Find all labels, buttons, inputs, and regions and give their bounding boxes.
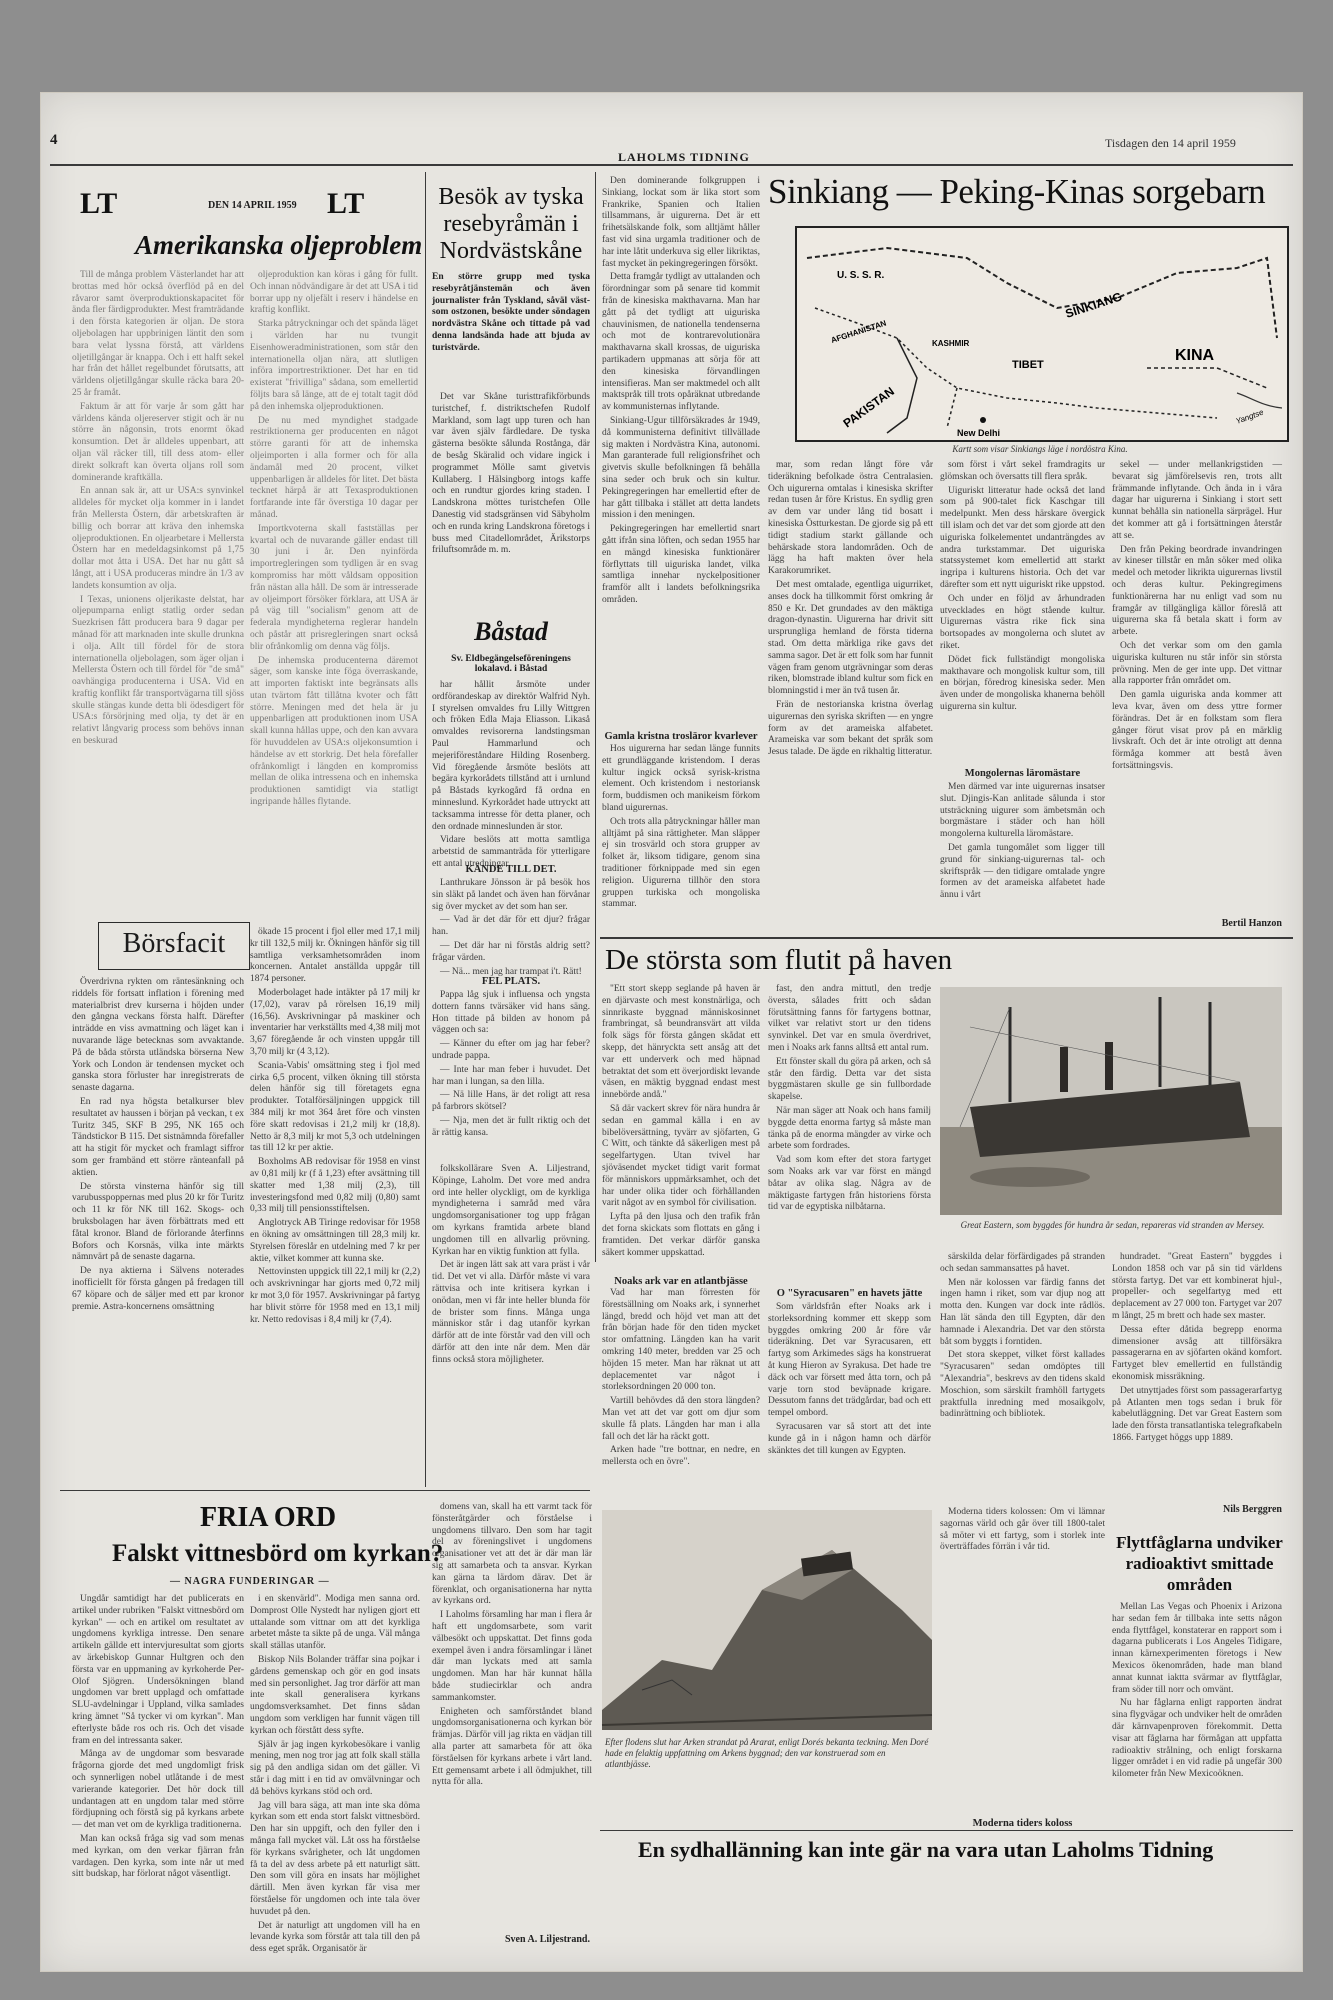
borsfacit-col1	[72, 977, 244, 1477]
fria-ord-byline: — NAGRA FUNDERINGAR —	[170, 1576, 330, 1587]
paragraph: hundradet. "Great Eastern" byggdes i London 1858 och var på sin tid världens största fartyg. Det var ett kombinerat hjul-, propeller- och segelfartyg med ett deplacement av 27 000 ton. Fartyget var 207 m långt, 25 m brett och hade sex master.	[1112, 1252, 1282, 1321]
besok-headline-line: Nordvästskåne	[439, 238, 583, 264]
paragraph: sekel — under mellankrigstiden — bevarat sig jämförelsevis ren, trots allt främmande inflytande. Och ända in i våra dagar har uigurerna i Sinkiang i stort sett kunnat behålla sin nationella särprägel. Hur det kommer att gå i fortsättningen återstår att se.	[1112, 460, 1282, 541]
paragraph: Vidare beslöts att motta samtliga arbetstid de sammanträda för ytterligare ett antal utredningar.	[432, 835, 590, 869]
paragraph: Vartill behövdes då den stora längden? Man vet att det var gott om djur som skulle få plats. Längden har man i alla fall och det lär ha räckt gott.	[602, 1396, 760, 1442]
borsfacit-box	[98, 922, 250, 970]
noak-body	[602, 1288, 760, 1503]
paragraph: fast, den andra mittutl, den tredje översta, sålades fritt och sådan förutsättning fanns för fartygens bottnar, vilket var relativt stort ur den tidens synvinkel. Det var en smula överdrivet, men i Noaks ark fanns alltså ett antal rum.	[768, 984, 931, 1053]
bastad-subhead: Sv. Eldbegängelseföreningens lokalavd. i Båstad	[451, 654, 571, 674]
ship-illustration	[940, 987, 1282, 1215]
arken-illustration	[602, 1510, 932, 1730]
paragraph: Dessa efter dåtida begrepp enorma dimensioner avsåg att tillförsäkra passagerarna en av sjöfarten okänd komfort. Fartyget blev emellertid en fullständig ekonomisk missräkning.	[1112, 1324, 1282, 1382]
paragraph: Lyfta på den ljusa och den trafik från det forna skickats som flottats en gång i framtiden. Det verkar därför ganska säkert kommer uppskattad.	[602, 1212, 760, 1258]
page-number: 4	[50, 132, 59, 148]
paragraph: — Nja, men det är fullt riktig och det är rättig kansa.	[432, 1115, 590, 1138]
besok-headline-line: resebyråmän i	[443, 211, 579, 237]
paragraph: Själv är jag ingen kyrkobesökare i vanlig mening, men nog tror jag att folk skall ställa sig på den andliga sidan om det gäller. Vi står i dag mitt i en tid av omvälvningar och då behövs kyrkans stöd och ord.	[250, 1739, 420, 1797]
kande-title: KÄNDE TILL DET.	[465, 864, 557, 875]
paragraph: Frän de nestorianska kristna överlag uigurernas den syriska skriften — en yngre form av det arameiska alfabetet. Arameiska var som bekant det språk som Jesus talade. De ägde en rikhaltig litteratur.	[768, 699, 933, 758]
paragraph: i en skenvärld". Modiga men sanna ord. Domprost Olle Nystedt har nyligen gjort ett uttalande som vittnar om att det kyrkliga arbetet måste ta sikte på de unga. Väl många skall ställas utanför.	[250, 1594, 420, 1652]
paragraph: När man säger att Noak och hans familj byggde detta enorma fartyg så måste man tänka på de enorma mängder av virke och arbete som fordrades.	[768, 1105, 931, 1152]
besok-lead: En större grupp med tyska resebyråtjänstemän och även journalister från Tyskland, såväl väst- som ostzonen, besökte under söndagen nordvästra Skåne och tittade på vad denna landsända hade att bjuda av turistvärde.	[432, 272, 590, 353]
flutit-col-b	[768, 984, 931, 1269]
paragraph: Detta framgår tydligt av uttalanden och förordningar som på senare tid kommit från de kinesiska makthavarna. Man har gått på det tydligt att uiguriska chauvinismen, de nationella tendenserna och mot de kontrarevolutionära makthavarna skall krossas, de uiguriska partikadern uppmanas att sörja för att den kinesiska förvandlingen intensifieras. Man ser maktmedel och allt maktspråk till trots opåräknat utbredande av kommunisternas inflytande.	[602, 272, 760, 413]
paragraph: ökade 15 procent i fjol eller med 17,1 milj kr till 132,5 milj kr. Ökningen hänför sig till samtliga verksamhetsområden inom koncernen. Antalet anställda uppgår till 1874 personer.	[250, 927, 420, 985]
great-eastern-caption: Great Eastern, som byggdes för hundra år sedan, repareras vid stranden av Mersey.	[960, 1220, 1265, 1230]
berggren-byline: Nils Berggren	[1223, 1504, 1282, 1515]
paragraph: Scania-Vabis' omsättning steg i fjol med cirka 6,5 procent, vilken ökning till största delen hänför sig till företagets egna produkter. Totalförsäljningen uppgick till 384 milj kr mot 364 året före och vinsten före skatt redovisas i 21,2 milj kr (18,8). Netto är 8,3 milj kr mot 5,3 och utdelningen tas till 12 kr per aktie.	[250, 1060, 420, 1154]
paragraph: Dödet fick fullständigt mongoliska makthavare och mongolisk kultur som, till en början, föredrog kinesiska seder. Men även under de mongoliska khanerna behöll uigurerna sin kultur.	[940, 654, 1105, 712]
paragraph: De nya aktierna i Sälvens noterades inofficiellt för första gången på fredagen till 67 köpare och de säljer med ett par kronor premie. Astra-koncernens omsättning	[72, 1266, 244, 1312]
fel-body	[432, 990, 590, 1158]
map-label-sinkiang: SINKIANG	[1063, 289, 1124, 321]
paragraph: Pekingregeringen har emellertid snart gått ifrån sina löften, och sedan 1955 har en mängd kinesiska funktionärer förflyttats till uiguriska landet, vilka samtliga innehar nyckelpositioner framför allt i landets befolkningsrika områden.	[602, 524, 760, 605]
gamla-title: Gamla kristna trosläror kvarlever	[604, 731, 758, 742]
flyttfaglarna-headline	[1112, 1532, 1287, 1595]
paragraph: — Känner du efter om jag har feber? undrade pappa.	[432, 1039, 590, 1061]
great-eastern-photo	[940, 987, 1282, 1215]
footer-rule	[600, 1830, 1293, 1831]
map-label-afghanistan: AFGHANISTAN	[829, 318, 888, 345]
paragraph: Faktum är att för varje år som gått har världens kända oljereserver stigit och är nu större än någonsin, trots enormt ökad konsumtion. Det är alldeles uppenbart, att oljan väl räcker till, till dess atom- eller direkt solkraft kan överta oljans roll som dominerande kraftkälla.	[72, 401, 244, 483]
flutit-col-c	[940, 1252, 1105, 1502]
paragraph: Starka påtryckningar och det spända läget i världen har nu tvungit Eisenhoweradministrationen, som står den internationella oljan nära, att slutligen införa importrestriktioner. Det har en tid existerat "frivilliga" sådana, som emellertid följts bara så länge, att de ej totalt tagit död på den inhemska oljeproduktionen.	[250, 319, 418, 412]
paragraph: Det gamla tungomålet som ligger till grund för sinkiang-uigurernas tal- och skriftspråk — den tidigare omtalade yngre formen av det arameiska alfabetet hade ännu i vårt	[940, 842, 1105, 901]
liljestrand-byline: Sven A. Liljestrand.	[504, 1934, 590, 1945]
lt-logo-left: LT	[80, 187, 118, 220]
paragraph: Nu har fåglarna enligt rapporten ändrat sina flygvägar och undviker helt de områden där kärnvapenproven förekommit. Detta visar att fåglarna har förmågan att uppfatta radioaktiv strålning, och enligt forskarna ligger området i en vid radie på ungefär 300 kilometer från New Mexicoöknen.	[1112, 1698, 1282, 1780]
sinkiang-headline: Sinkiang — Peking-Kinas sorgebarn	[768, 172, 1266, 211]
paragraph: Det utnyttjades först som passagerarfartyg på Atlanten men togs sedan i bruk för kabelutläggning. Det var Great Eastern som lade den första transatlantiska telegrafkabeln 1866. Fartyget höggs upp 1889.	[1112, 1385, 1282, 1443]
paragraph: Sinkiang-Ugur tillförsäkrades år 1949, då kommunisterna definitivt tillvällade sig makten i Nordvästra Kina, autonomi. Man garanterade full religionsfrihet och givetvis skulle befolkningen få behålla sina seder och bruk och sin kultur. Pekingregeringen har emellertid efter de har gått tillbaka i stället att detta landets mission i den meningen.	[602, 415, 760, 521]
fria-ord-headline: Falskt vittnesbörd om kyrkan?	[112, 1540, 444, 1567]
mongol-body	[940, 782, 1105, 934]
flutit-col-a	[602, 984, 760, 1269]
paragraph: Syracusaren var så stort att det inte kunde gå in i någon hamn och därför skänktes det till kungen av Egypten.	[768, 1421, 931, 1456]
paragraph: Ungdår samtidigt har det publicerats en artikel under rubriken "Falskt vittnesbörd om kyrkan" — och en artikel om resultatet av ungdomens kyrkliga intresse. Den senare artikeln gällde ett intervjuresultat som gjorts av ärkebiskop Gunnar Hultgren och den första var en uppmaning av kyrkoherde Per-Olof Sjögren. Undersökningen bland ungdomen var brett upplagd och omfattade SLU-avdelningar i Uppland, vilka samlades kring ämnet "Så tycker vi om kyrkan". Man efterlyste både ros och ris. Och det visade fram en del intressanta saker.	[72, 1594, 244, 1746]
kande-body	[432, 878, 590, 977]
bastad-body	[432, 680, 590, 869]
folkskollarare-col2	[432, 1502, 592, 1932]
paragraph: folkskollärare Sven A. Liljestrand, Köpinge, Laholm. Det vore med andra ord inte heller olyckligt, om de kyrkliga myndigheterna i samråd med våra ungdomsorganisationer tog upp frågan om kyrkans framtida arbete bland ungdomen till en allvarlig prövning. Kyrkan har en viktig funktion att fylla.	[432, 1164, 590, 1257]
paragraph: I Texas, unionens oljerikaste delstat, har oljepumparna enligt statlig order sedan Suezkrisen fått producera bara 9 dagar per månad för att marknaden inte skulle drunkna i olja. Allt till fördel för de stora internationella oljebolagen, som äger oljan i Mellersta Östern och till fördel för "de små" oavhängiga producenterna i USA. Vid en kraftig konflikt får transportvägarna till sjöss skulle stängas kunde detta bli ödesdigert för USA:s försörjning med olja, ty det är en relativt långvarig process som behövs innan en beskurad	[72, 594, 244, 747]
besok-headline-line: Besök av tyska	[438, 184, 584, 210]
paragraph: Det är ingen lätt sak att vara präst i vår tid. Det vet vi alla. Därför måste vi vara rättvisa och inte kritisera kyrkan i onödan, men vi får inte heller blunda för de brister som finns. Många unga människor står i dag utanför kyrkan därför att de inte förstår vad den vill och därför att den inte når dem. Men där finns också stora möjligheter.	[432, 1260, 590, 1365]
paragraph: Men därmed var inte uigurernas insatser slut. Djingis-Kan anlitade sålunda i stor utsträckning uigurer som ämbetsmän och borgmästare i städer och han höll mongolerna kulturella läromästare.	[940, 782, 1105, 840]
paragraph: särskilda delar förfärdigades på stranden och sedan sammansattes på havet.	[940, 1252, 1105, 1274]
map-label-new-delhi: New Delhi	[957, 428, 1001, 438]
paragraph: Det mest omtalade, egentliga uigurriket, anses dock ha tillkommit först omkring år 850 e Kr. Det grundades av den mäktiga dragon-dynastin. Uigurerna har drivit sitt ursprungliga hemland de första tiderna stad. Om detta märkliga rike gavs det samma sagor. Det är ett folk som har funnit vägen fram genom utgrävningar som deras riken, blomstrade ibland kultur som fick en blomningstid i mer än två tusen år.	[768, 579, 933, 697]
paragraph: Vad har man förresten för förestsällning om Noaks ark, i synnerhet längd, bredd och höjd vet man att det från början hade för den tiden mycket stor omfattning. Längden kan ha varit omkring 140 meter, bredden var 25 och höjden 15 meter. Man har räknat ut att deplacementet var något i storleksordningen 20 000 ton.	[602, 1288, 760, 1393]
syracus-body	[768, 1302, 931, 1502]
besok-headline	[432, 184, 590, 265]
map-label-kina: KINA	[1175, 347, 1215, 364]
map-label-tibet: TIBET	[1012, 359, 1044, 371]
masthead-rule	[50, 164, 1293, 166]
paragraph: — Vad är det där för ett djur? frågar han.	[432, 915, 590, 938]
paragraph: En rad nya högsta betalkurser blev resultatet av haussen i början på veckan, t ex Turitz 345, SKF B 295, NK 165 och Tändstickor B 115. Det sistnämnda förefaller att ha stigit för mycket och framlagt siffror som ger frambänd ett större ränteanfall på aktien.	[72, 1096, 244, 1178]
lt-logo-right: LT	[327, 187, 365, 220]
newspaper-page	[40, 92, 1303, 1972]
paragraph: Enigheten och samförståndet bland ungdomsorganisationerna och kyrkan bör främjas. Därför vill jag rikta en vädjan till alla parter att samarbeta för att öka förståelsen för kyrkans arbete i vårt land. Ett gemensamt arbete i all ödmjukhet, till nytta för alla.	[432, 1706, 592, 1788]
paragraph: Biskop Nils Bolander träffar sina pojkar i gårdens gemenskap och gör en god insats med sin personlighet. Jag tror därför att man inte skall generalisera kyrkans ungdomsverksamhet. Det finns sådan ungdom som verkligen har funnit vägen till kyrkan och förstått dess syfte.	[250, 1654, 420, 1736]
map-caption: Kartt som visar Sinkiangs läge i nordöstra Kina.	[952, 444, 1128, 454]
paragraph: Som världsfrån efter Noaks ark i storleksordning kommer ett skepp som byggdes omkring 200 år före vår tideräkning. Det var Syracusaren, ett fartyg som Arkimedes sägs ha konstruerat åt kung Hieron av Syrakusa. Det hade tre däck och var försett med åtta torn, och på varje torn stod beväpnade krigare. Dessutom fanns det trädgårdar, bad och ett tempel ombord.	[768, 1302, 931, 1419]
paragraph: Moderbolaget hade intäkter på 17 milj kr (17,02), varav på rörelsen 16,19 milj (16,56). Avskrivningar på maskiner och inventarier har verkställts med 4,38 milj mot 3,67 föregående år och vinsten uppgår till 3,70 milj kr (4 3,12).	[250, 987, 420, 1057]
column-divider	[425, 172, 426, 1487]
paragraph: Ett fönster skall du göra på arken, och så står den färdig. Detta var det sista byggmästaren skulle ge sin fullbordade skapelse.	[768, 1056, 931, 1103]
noak-title: Noaks ark var en atlantbjässe	[614, 1276, 748, 1287]
borsfacit-title: Börsfacit	[122, 928, 226, 959]
paragraph: Anglotryck AB Tiringe redovisar för 1958 en ökning av omsättningen till 28,3 milj kr. Styrelsen föreslår en utdelning med 7 kr per aktie, vilket kommer att kunna ske.	[250, 1218, 420, 1264]
paragraph: — Nä... men jag har trampat i't. Rätt!	[440, 966, 582, 977]
flutit-col-d	[1112, 1252, 1282, 1502]
paragraph: Många av de ungdomar som besvarade frågorna gjorde det med ungdomligt frisk och synnerligen nobel utlåtande i de mest varierande kategorier. Det hör dock till undantagen att en ungdom talar med större fördjupning och förstå sig på kyrkans arbete — det man vet om de kyrkliga traditionerna.	[72, 1749, 244, 1831]
moderna-title: Moderna tiders koloss	[972, 1818, 1073, 1829]
paragraph: I Laholms församling har man i flera år haft ett ungdomsarbete, som varit välbesökt och uppskattat. Det finns goda exempel även i andra församlingar i länet där man lyckats med att samla ungdomen. Man har här kunnat hålla både studiecirklar och andra sammankomster.	[432, 1610, 592, 1703]
paragraph: Nettovinsten uppgick till 22,1 milj kr (2,2) och avskrivningar har gjorts med 0,72 milj kr mot 3,0 för 1957. Avskrivningar på fartyg har blivit större för 1958 med en 13,1 milj kr. Netto redovisas i 8,4 milj kr (7,4).	[250, 1267, 421, 1325]
flyttfaglarna-headline-line: Flyttfåglarna undviker	[1116, 1533, 1283, 1552]
paragraph: som först i vårt sekel framdragits ur glömskan och översatts till flera språk.	[940, 460, 1105, 482]
paragraph: En annan sak är, att ur USA:s synvinkel alldeles för mycket olja kommer in i landet från Mellersta Östern, där arbetskraften är billig och borrar att kräva den inhemska oljeproduktionen. En oljearbetare i Mellersta Östern har en medeldagsinkomst på 1,75 dollar mot åtta i USA. Det har nu gått så långt, att i USA produceras mindre än 1/3 av landets konsumtion av olja.	[72, 486, 244, 591]
fria-ord-title: FRIA ORD	[200, 1502, 337, 1533]
fria-ord-col1	[72, 1594, 244, 1954]
hanzon-byline: Bertil Hanzon	[1221, 918, 1282, 929]
lt-date: DEN 14 APRIL 1959	[208, 200, 297, 211]
paragraph: Lanthrukare Jönsson är på besök hos sin släkt på landet och även han förvånar sig över mycket av det som han ser.	[432, 878, 590, 912]
footer-banner: En sydhallänning kan inte gär na vara utan Laholms Tidning	[638, 1837, 1214, 1862]
paragraph: Vad som kom efter det stora fartyget som Noaks ark var var först en mängd båtar av olika slag. Några av de mäktigaste fartygen från historiens första tid var de egyptiska nilbåtarna.	[768, 1155, 931, 1213]
section-rule	[600, 937, 1293, 939]
gamla-body	[602, 744, 760, 934]
paragraph: Men när kolossen var färdig fanns det ingen hamn i riket, som var djup nog att motta den. Kungen var dock inte rådlös. Han lät sända den till Egypten, där den hamnade i Alexandria. Det var den största båt som byggts i forntiden.	[940, 1277, 1105, 1347]
paragraph: Det stora skeppet, vilket först kallades "Syracusaren" sedan omdöptes till "Alexandria", beskrevs av den tidens skald Moschion, som särskilt framhöll fartygets praktfulla inredning med mosaikgolv, badinrättning och bibliotek.	[940, 1350, 1105, 1420]
fel-title: FEL PLATS.	[481, 976, 541, 987]
section-rule	[60, 1490, 590, 1491]
paragraph: — Det där har ni förstås aldrig sett? frågar värden.	[432, 940, 590, 963]
sinkiang-col-a	[768, 460, 933, 935]
paragraph: Den dominerande folkgruppen i Sinkiang, lockat som är lika stort som Frankrike, Spanien och Italien tillsammans, är uigurerna. Det är ett frihetsälskande folk, som alltjämt håller fast vid sina urgamla traditioner och de har inte låtit underkuva sig eller likriktas, fast mycket än pekingregeringen försökt.	[602, 176, 760, 269]
new-delhi-marker	[980, 417, 986, 423]
paragraph: De nu med myndighet stadgade restriktionerna ger producenten en något större garanti för att de inhemska oljeimporten i alla former och för alla ändamål med 20 procent, vilket uppenbarligen är alldeles för litet. Det bästa tecknet härpå är att Texasproduktionen fortfarande inte får överstiga 10 dagar per månad.	[250, 415, 418, 520]
paragraph: domens van, skall ha ett varmt tack för fönsteråtgärder och förståelse i ungdomens tillvaro. Den som har tagit del av föreningslivet i ungdomens organisationer vet att det är där man lär sig att samarbeta och ta ansvar. Kyrkan kan gärna ta lärdom därav. Det är förenklat, och organisationerna har nytta av kyrkans ord.	[432, 1502, 592, 1607]
paragraph: Och under en följd av århundraden utvecklades en högt stående kultur. Uigurernas västra rike fick sina bortsopades av mongolerna och slutet av riket.	[940, 593, 1105, 651]
sinkiang-col-b	[940, 460, 1105, 760]
paragraph: har hållit årsmöte under ordförandeskap av direktör Walfrid Nyh. I styrelsen omvaldes fru Lilly Wittgren och fröken Edla Maja Eliasson. Likaså omvaldes revisorerna landstingsman Paul Hammarlund och mejeriföreståndare Hilding Rosenberg. Vid föregående årsmöte beslöts att begära kyrkorådets tillstånd att i urnlund på Båstads kyrkogård få ordna en minneslund. Kyrkorådet hade uttryckt att tacksamma intresse för detta planer, och den ordnade minneslunden är stor.	[432, 680, 590, 832]
lt-headline: Amerikanska oljeproblem	[135, 230, 423, 260]
paragraph: "Ett stort skepp seglande på haven är en djärvaste och mest konstnärliga, och sinnrikaste byggnad människosinnet frambringat, så beundransvärt att vilda folk sägs för första gången skådat ett skepp, det hänryckta sett ansåg att det var ett underverk och med häpnad betraktat det som ett överjordiskt levande väsen, en mäktig byggnad endast mest innebörde andå."	[602, 984, 760, 1101]
paragraph: Pappa låg sjuk i influensa och yngsta dottern fanns tvärsäker vid hans säng. Hon tittade på bilden av honom på väggen och sa:	[432, 990, 590, 1036]
paragraph: Det var Skåne turisttrafikförbunds turistchef, f. distriktschefen Rudolf Markland, som lagt upp turen och han var även själv färdledare. De tyska gästerna besökte sålunda Rostånga, där de besåg Skäralid och vidare ingick i programmet Mölle samt givetvis Kullaberg. I Hälsingborg intogs kaffe och en rundtur gjordes kring staden. I Landskrona möttes turistchefen Olle Danestig vid stadsgränsen vid Säbyholm och en runda kring Landskrona företogs i buss med Citadellområdet, Ärikstorps friluftsområde m. m.	[432, 392, 590, 556]
map-label-yangtze: Yangtse	[1234, 407, 1265, 426]
paragraph: Jag vill bara säga, att man inte ska döma kyrkan som ett enda stort falskt vittnesbörd. Den har sin uppgift, och den fyller den i många fall mycket väl. Låt oss ha förståelse för kyrkans svårigheter, och låt ungdomen få ta del av dess arbete på ett naturligt sätt. Den som vill göra en insats har möjlighet därtill. Men även kyrkan får visa mer förståelse för ungdomen och inte tala över huvudet på den.	[250, 1800, 420, 1917]
syracus-title: O "Syracusaren" en havets jätte	[776, 1288, 923, 1299]
paragraph: Hos uigurerna har sedan länge funnits ett grundläggande kristendom. I deras kultur ingick också syrisk-kristna element. Och kristendom i nestoriansk form, buddismen och manikeism förkom bland uigurernas.	[602, 744, 760, 813]
lt-body-col2	[250, 270, 418, 925]
paragraph: Så där vackert skrev för nära hundra år sedan en gammal källa i en av bibelöversättning, tyvärr av sjöfarten, G C Witt, och tänkte då säkerligen mest på segelfartygen. Utan tvivel har sjöväsendet mycket tidigt varit format för människors uppmärksamhet, och det har under olika tider och förhållanden varit något av en symbol för civilisation.	[602, 1103, 760, 1209]
paragraph: Den gamla uiguriska anda kommer att leva kvar, även om dess yttre former förändras. Det är en folkstam som flera gånger förut visat prov på en märklig livskraft. Och det är inte otroligt att denna förmåga kommer att bestå även fortsättningsvis.	[1112, 690, 1282, 771]
sinkiang-col-c	[1112, 460, 1282, 915]
flutit-headline: De största som flutit på haven	[605, 944, 953, 976]
paragraph: Det är naturligt att ungdomen vill ha en levande kyrka som förstår att tala till den på dess eget språk. Organisatör är	[250, 1920, 420, 1955]
paragraph: Mellan Las Vegas och Phoenix i Arizona har sedan fem år tillbaka inte setts någon enda flyttfågel, konstaterar en rapport som i dagarna publicerats i Los Angeles Tidigare, innan kärnexperimenten företogs i New Mexicos ökenområden, hade man bland annat kunnat iaktta svärmar av flyttfåglar, fram söder till norr och omvänt.	[1112, 1602, 1282, 1695]
paragraph: De inhemska producenterna däremot säger, som kanske inte föga överraskande, att importen faktiskt inte begränsats alls utan tvärtom fått tillåtna kvoter och fått större. Meningen med det hela är ju uppenbarligen att produktionen inom USA skall kunna hållas uppe, och den kan avvara för huvuddelen av USA:s oljekonsumtion i händelse av ett storkrig. Det hela förefaller ofrånkomligt i längden en kompromiss mellan de olika intressena och en inhemska produktionen samtidigt via statligt ingripande hålles flytande.	[250, 655, 418, 808]
besok-body	[432, 392, 590, 602]
borsfacit-col2	[250, 927, 420, 1477]
flyttfaglarna-headline-line: radioaktivt smittade	[1125, 1554, 1274, 1573]
mongol-title: Mongolernas läromästare	[964, 768, 1081, 779]
arken-caption: Efter flodens slut har Arken strandat på Ararat, enligt Dorés bekanta teckning. Men Doré hade en felaktig uppfattning om Arkens byggnad; den var konstruerad som en atlantbjässe.	[605, 1737, 929, 1769]
flutit-col-c-more	[940, 1507, 1105, 1807]
paragraph: — Nä lille Hans, är det roligt att resa på farbrors skötsel?	[432, 1090, 590, 1113]
paragraph: Till de många problem Västerlandet har att brottas med hör också överflöd på en del råvaror samt överproduktionskapacitet för ända fler färdigprodukter. Mest framträdande i den första kategorien är oljan. De stora oljebolagen har uppbrinigen läntit den som bara velat lyssna förstå, att världens oljetillgångar är knappa. Och i ett halft sekel har från det hållet regelbundet förutsatts, att världens oljetillgångar skulle räcka bara 20-25 år framåt.	[72, 270, 244, 398]
paragraph: oljeproduktion kan köras i gång för fullt. Och innan nödvändigare är det att USA i tid borrar upp ny oljefält i reserv i händelse en kraftig konflikt.	[250, 270, 418, 316]
map-label-pakistan: PAKISTAN	[840, 384, 897, 431]
paragraph: Den från Peking beordrade invandringen av kineser tillstår en mån söker med olika medel och metoder likrikta uigurernas livstil och deras kultur. Pekingregimens funktionärerna har nu enligt vad som nu framgår av tillgängliga källor föreslå att uigurerna ska få betala skatt i form av arbete.	[1112, 544, 1282, 638]
map-drawing	[797, 228, 1287, 440]
paragraph: Moderna tiders kolossen: Om vi lämnar sagornas värld och går över till 1800-talet så möter vi ett fartyg, som i storlek inte överträffades förrän i vår tid.	[940, 1507, 1105, 1553]
paper-name: LAHOLMS TIDNING	[618, 150, 750, 164]
fria-ord-col2	[250, 1594, 420, 1954]
paragraph: Man kan också fråga sig vad som menas med kyrkan, om den verkar fjärran från vardagen. Den kyrka, som inte når ut med sitt budskap, har förlorat något väsentligt.	[72, 1833, 244, 1880]
map-label-kashmir: KASHMIR	[932, 339, 970, 348]
paragraph: De största vinsterna hänför sig till varubusspoppernas med plus 20 kr för Turitz och 11 kr för NK till 162. Skogs- och bruksbolagen har även förbättrats med ett fåtal kronor. Bland de förlorande återfinns Bofors och Korsnäs, vilka inte märkts nämnvärt på de senaste dagarna.	[72, 1181, 244, 1263]
paragraph: Boxholms AB redovisar för 1958 en vinst av 0,81 milj kr (f å 1,23) efter avsättning till skatter med 1,38 milj (2,3), till investeringsfond med 0,82 milj (0,80) samt 0,33 milj till pensionsstiftelsen.	[250, 1157, 420, 1215]
paragraph: Överdrivna rykten om räntesänkning och riddels för fortsatt inflation i förening med materialbrist drev kurserna i höjden under den gångna veckans första halft. Därefter inträdde en viss avmattning och läget kan i nuvarande läge betecknas som avvaktande. På de båda största utländska börserna New York och London är tendensen mycket och ganska stora förluster har inregistrerats de senaste dagarna.	[72, 977, 244, 1094]
paragraph: Uiguriskt litteratur hade också det land som på 900-talet fick Kaschgar till medelpunkt. Men dess härskare övergick till islam och det var det som gjorde att den uiguriska folkelementet undanträngdes av andra turkstammar. Det uiguriska statssystemet kom emellertid att starkt ingripa i kulturens historia. Och det var därefter som ett nytt uiguriskt rike uppstod.	[940, 485, 1105, 590]
paragraph: — Inte har man feber i huvudet. Det har man i lungan, sa den lilla.	[432, 1064, 590, 1087]
mountain-drawing	[602, 1510, 932, 1730]
paragraph: Arken hade "tre bottnar, en nedre, en mellersta och en övre".	[602, 1445, 760, 1468]
paragraph: mar, som redan långt före vår tideräkning befolkade östra Centralasien. Och uigurerna omtalas i kinesiska skrifter redan tusen år före Kristus. En sydlig gren av dem var under lång tid bosatt i kinesiska Östturkestan. De gjorde sig på ett tidigt stadium starkt gällande och behärskade stora landområden. Och de lägg ha haft makten över hela Karakorumriket.	[768, 460, 933, 577]
dominerande-body	[602, 176, 760, 721]
flyttfaglarna-headline-line: områden	[1166, 1575, 1233, 1594]
column-divider	[595, 172, 596, 1262]
folkskollarare-col1	[432, 1164, 590, 1484]
paragraph: Importkvoterna skall fastställas per kvartal och de nuvarande gäller endast till 30 juni i år. Den nyinförda importregleringen som tydligen är en svag kompromiss har mött våldsam opposition från nästan alla håll. De som är intresserade av oljeimport försöker förklara, att USA är på väg till "socialism" genom att de federala myndigheterna reglerar handeln och påstår att prisregleringen snart också blir ofrånkomlig om denna väg följs.	[250, 523, 418, 652]
paragraph: Och trots alla påtryckningar håller man alltjämt på sina rättigheter. Man släpper ej sin trosvärld och stora grupper av folket är, liksom tidigare, genom sina traditioner förknippade med sin egen religion. Uigurerna tillhör den stora gruppen turkiska och mongoliska stammar.	[602, 816, 760, 910]
sinkiang-map	[795, 226, 1289, 442]
issue-date: Tisdagen den 14 april 1959	[1105, 136, 1236, 150]
bastad-title: Båstad	[474, 617, 548, 646]
paragraph: Och det verkar som om den gamla uiguriska kulturen nu står inför sin största prövning. Men de ger inte upp. Det vittnar alla rapporter från området om.	[1112, 640, 1282, 687]
map-label-ussr: U. S. S. R.	[837, 270, 885, 281]
flyttfaglarna-body	[1112, 1602, 1282, 1812]
